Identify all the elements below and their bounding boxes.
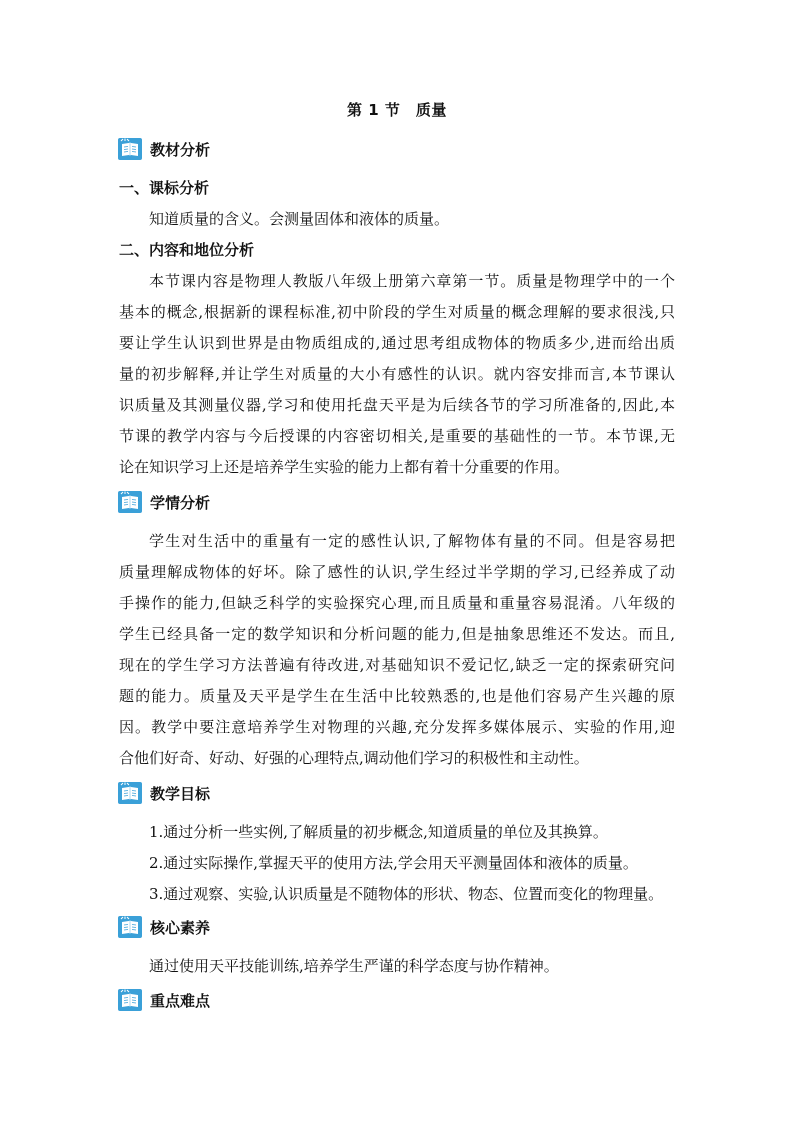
- subheading-curriculum-standard: 一、课标分析: [119, 179, 210, 197]
- paragraph-line: 题的能力。质量及天平是学生在生活中比较熟悉的,也是他们容易产生兴趣的原: [119, 687, 675, 705]
- paragraph-line: 识质量及其测量仪器,学习和使用托盘天平是为后续各节的学习所准备的,因此,本: [119, 396, 675, 414]
- subheading-content-status: 二、内容和地位分析: [119, 241, 255, 259]
- section-label: 学情分析: [150, 493, 211, 512]
- goal-item: 3.通过观察、实验,认识质量是不随物体的形状、物态、位置而变化的物理量。: [149, 885, 664, 903]
- section-heading-student-analysis: [118, 489, 210, 515]
- section-heading-material-analysis: [118, 136, 210, 162]
- book-icon: [118, 491, 142, 513]
- paragraph-line: 通过使用天平技能训练,培养学生严谨的科学态度与协作精神。: [149, 957, 559, 975]
- book-icon: [118, 138, 142, 160]
- goal-item: 1.通过分析一些实例,了解质量的初步概念,知道质量的单位及其换算。: [149, 823, 608, 841]
- paragraph-line: 基本的概念,根据新的课程标准,初中阶段的学生对质量的概念理解的要求很浅,只: [119, 303, 675, 321]
- paragraph-line: 本节课内容是物理人教版八年级上册第六章第一节。质量是物理学中的一个: [149, 272, 675, 290]
- section-heading-key-difficulties: [118, 987, 210, 1013]
- book-icon: [118, 989, 142, 1011]
- paragraph-line: 知道质量的含义。会测量固体和液体的质量。: [149, 210, 450, 228]
- paragraph-line: 学生对生活中的重量有一定的感性认识,了解物体有量的不同。但是容易把: [149, 532, 675, 550]
- section-heading-core-literacy: [118, 914, 210, 940]
- section-label: 教材分析: [150, 140, 211, 159]
- paragraph-line: 量的初步解释,并让学生对质量的大小有感性的认识。就内容安排而言,本节课认: [119, 365, 675, 383]
- paragraph-line: 现在的学生学习方法普遍有待改进,对基础知识不爱记忆,缺乏一定的探索研究问: [119, 656, 675, 674]
- paragraph-line: 要让学生认识到世界是由物质组成的,通过思考组成物体的物质多少,进而给出质: [119, 334, 675, 352]
- paragraph-line: 手操作的能力,但缺乏科学的实验探究心理,而且质量和重量容易混淆。八年级的: [119, 594, 675, 612]
- paragraph-line: 合他们好奇、好动、好强的心理特点,调动他们学习的积极性和主动性。: [119, 749, 589, 767]
- page-title: 第 1 节 质量: [347, 101, 447, 119]
- paragraph-line: 质量理解成物体的好坏。除了感性的认识,学生经过半学期的学习,已经养成了动: [119, 563, 675, 581]
- paragraph-line: 节课的教学内容与今后授课的内容密切相关,是重要的基础性的一节。本节课,无: [119, 427, 675, 445]
- paragraph-line: 学生已经具备一定的数学知识和分析问题的能力,但是抽象思维还不发达。而且,: [119, 625, 675, 643]
- paragraph-line: 论在知识学习上还是培养学生实验的能力上都有着十分重要的作用。: [119, 458, 570, 476]
- goal-item: 2.通过实际操作,掌握天平的使用方法,学会用天平测量固体和液体的质量。: [149, 854, 638, 872]
- book-icon: [118, 916, 142, 938]
- section-heading-teaching-goals: [118, 780, 210, 806]
- section-label: 重点难点: [150, 991, 211, 1010]
- section-label: 教学目标: [150, 784, 211, 803]
- section-label: 核心素养: [150, 918, 211, 937]
- book-icon: [118, 782, 142, 804]
- paragraph-line: 因。教学中要注意培养学生对物理的兴趣,充分发挥多媒体展示、实验的作用,迎: [119, 718, 675, 736]
